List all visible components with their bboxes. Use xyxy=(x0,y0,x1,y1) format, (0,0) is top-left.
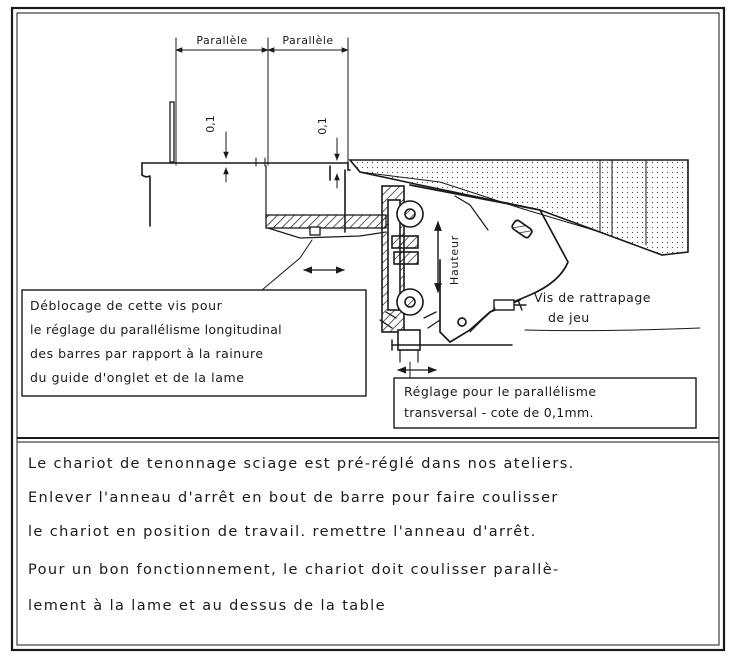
label-parallele-left: Parallèle xyxy=(196,34,248,47)
rattrapage-line-2: de jeu xyxy=(548,310,590,325)
label-gap-left: 0,1 xyxy=(204,115,217,133)
dimension-gap xyxy=(226,132,337,188)
rattrapage-line-1: Vis de rattrapage xyxy=(534,290,651,305)
take-up-screw xyxy=(494,300,526,310)
deblocage-line-3: des barres par rapport à la rainure xyxy=(30,346,264,361)
label-parallele-right: Parallèle xyxy=(282,34,334,47)
note-line-2: Enlever l'anneau d'arrêt en bout de barre pour faire coulisser xyxy=(28,490,559,506)
instructions-note xyxy=(24,448,714,638)
roller-rail xyxy=(380,186,440,362)
note-line-3: le chariot en position de travail. remettre l'anneau d'arrêt. xyxy=(28,524,537,540)
deblocage-line-4: du guide d'onglet et de la lame xyxy=(30,370,245,385)
hatched-rail xyxy=(266,215,386,238)
fence-post xyxy=(170,102,174,162)
note-line-4: Pour un bon fonctionnement, le chariot doit coulisser parallè- xyxy=(28,562,560,578)
note-line-5: lement à la lame et au dessus de la table xyxy=(28,598,386,614)
deblocage-line-2: le réglage du parallélisme longitudinal xyxy=(30,322,282,337)
label-hauteur: Hauteur xyxy=(448,234,461,286)
reglage-line-1: Réglage pour le parallélisme xyxy=(404,384,597,399)
deblocage-line-1: Déblocage de cette vis pour xyxy=(30,298,223,313)
label-gap-right: 0,1 xyxy=(316,117,329,135)
note-line-1: Le chariot de tenonnage sciage est pré-réglé dans nos ateliers. xyxy=(28,456,575,472)
dimension-parallele xyxy=(176,38,348,170)
reglage-line-2: transversal - cote de 0,1mm. xyxy=(404,405,594,420)
